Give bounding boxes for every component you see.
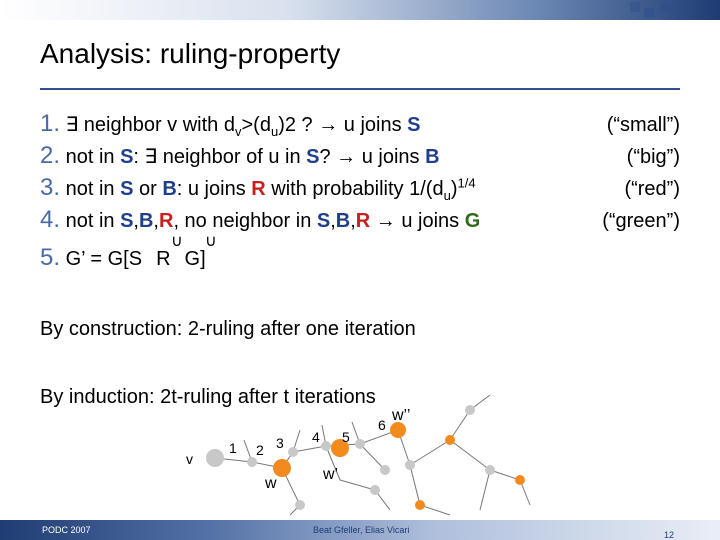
edge <box>450 410 470 440</box>
edge <box>340 480 375 490</box>
set-R: R <box>355 210 371 232</box>
item-text: , <box>153 210 159 232</box>
set-G: G <box>464 210 481 232</box>
node <box>295 500 305 510</box>
label-w-double-prime: w’’ <box>392 407 411 424</box>
item-text: : u joins <box>176 178 252 200</box>
set-B: B <box>335 210 351 232</box>
item-subscript: u <box>443 188 451 203</box>
item-number: 2. <box>40 142 61 169</box>
construction-statement: By construction: 2-ruling after one iteration <box>40 318 416 340</box>
set-G: G <box>184 248 201 270</box>
item-superscript: 1/4 <box>457 175 476 191</box>
item-text: → u joins <box>370 210 465 232</box>
node-label-4: 4 <box>312 429 320 445</box>
item-subscript: v <box>234 124 242 139</box>
item-number: 1. <box>40 110 61 137</box>
item-text: or <box>133 178 163 200</box>
set-S: S <box>306 146 320 168</box>
set-S: S <box>120 178 134 200</box>
item-1-note: (“small”) <box>606 114 680 136</box>
node-v <box>206 449 224 467</box>
slide-title: Analysis: ruling-property <box>40 38 341 69</box>
item-4-note: (“green”) <box>602 210 680 232</box>
node <box>370 485 380 495</box>
edge <box>410 465 420 505</box>
node-label-3: 3 <box>276 435 284 451</box>
node-label-1: 1 <box>229 440 237 456</box>
node-label-6: 6 <box>378 417 386 433</box>
footer-conference: PODC 2007 <box>42 525 91 535</box>
item-text: )2 ? → u joins <box>278 114 408 136</box>
node <box>415 500 425 510</box>
item-text: , <box>133 210 139 232</box>
set-S: S <box>316 210 331 232</box>
item-number: 4. <box>40 206 61 233</box>
node <box>445 435 455 445</box>
induction-statement: By induction: 2t-ruling after t iterations <box>40 386 376 408</box>
union-symbol: ∪ <box>171 233 183 250</box>
edge <box>360 444 385 470</box>
item-text: , <box>350 210 356 232</box>
item-text: not in <box>65 146 121 168</box>
edge <box>450 440 490 470</box>
node-label-2: 2 <box>256 442 264 458</box>
set-B: B <box>138 210 154 232</box>
label-w: w <box>265 475 277 492</box>
item-text: ] <box>200 248 206 270</box>
node-w-double-prime <box>390 422 406 438</box>
node <box>380 465 390 475</box>
item-number: 5. <box>40 244 61 271</box>
item-text: G’ = G[ <box>65 248 129 270</box>
item-text: >(d <box>241 114 271 136</box>
item-text: , no neighbor in <box>173 210 317 232</box>
edge <box>410 440 450 465</box>
node <box>485 465 495 475</box>
item-text: : ∃ neighbor of u in <box>133 146 307 168</box>
edge <box>293 446 326 452</box>
set-B: B <box>162 178 177 200</box>
set-R: R <box>158 210 174 232</box>
page-number: 12 <box>664 530 675 540</box>
item-text: ? → u joins <box>319 146 426 168</box>
set-R: R <box>156 248 171 270</box>
node-label-5: 5 <box>342 429 350 445</box>
item-2-note: (“big”) <box>626 146 680 168</box>
edge <box>480 470 490 510</box>
set-S: S <box>120 146 134 168</box>
item-text: , <box>330 210 336 232</box>
set-R: R <box>251 178 266 200</box>
label-w-prime: w’ <box>323 466 339 483</box>
set-B: B <box>425 146 440 168</box>
item-text: ) <box>450 178 458 200</box>
item-text: with probability 1/(d <box>265 178 444 200</box>
node <box>288 447 298 457</box>
item-subscript: u <box>270 124 279 139</box>
node <box>247 457 257 467</box>
item-text: not in <box>65 210 121 232</box>
footer-authors: Beat Gfeller, Elias Vicari <box>313 525 410 535</box>
item-3-note: (“red”) <box>624 178 680 200</box>
node <box>405 460 415 470</box>
union-symbol: ∪ <box>205 233 217 250</box>
set-S: S <box>120 210 134 232</box>
node <box>465 405 475 415</box>
node <box>321 441 331 451</box>
node <box>515 475 525 485</box>
item-number: 3. <box>40 174 61 201</box>
node-label-v: v <box>186 451 193 467</box>
item-text: ∃ neighbor v with d <box>65 114 235 136</box>
node <box>355 439 365 449</box>
set-S: S <box>128 248 143 270</box>
set-S: S <box>407 114 421 136</box>
item-text: not in <box>65 178 121 200</box>
